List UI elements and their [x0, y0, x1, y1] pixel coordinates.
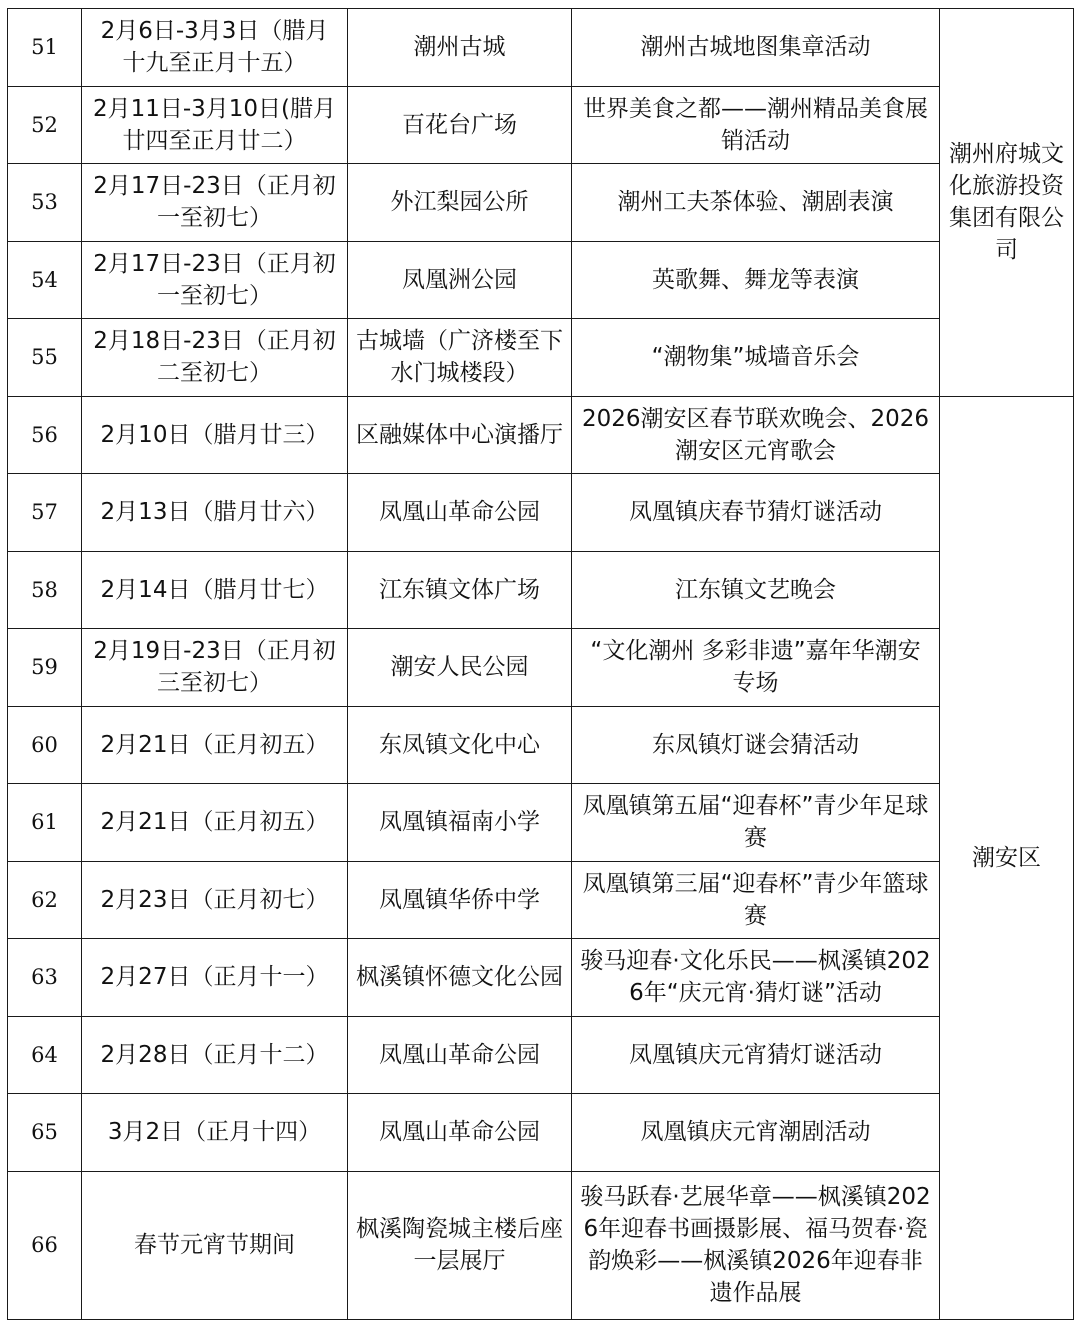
table-row [8, 1094, 1074, 1172]
activity-cell: 凤凰镇庆元宵潮剧活动 [572, 1094, 940, 1172]
row-number: 52 [8, 86, 82, 164]
venue-cell: 凤凰山革命公园 [348, 1016, 572, 1094]
venue-cell: 凤凰洲公园 [348, 241, 572, 319]
table-row [8, 474, 1074, 552]
row-number: 53 [8, 164, 82, 242]
activity-cell: “文化潮州 多彩非遗”嘉年华潮安专场 [572, 629, 940, 707]
date-cell: 2月21日（正月初五） [82, 784, 348, 862]
organizer-cell: 潮安区 [940, 396, 1074, 1319]
date-cell: 春节元宵节期间 [82, 1171, 348, 1319]
venue-cell: 区融媒体中心演播厅 [348, 396, 572, 474]
date-cell: 2月27日（正月十一） [82, 939, 348, 1017]
table-row [8, 319, 1074, 397]
table-row [8, 241, 1074, 319]
row-number: 62 [8, 861, 82, 939]
activity-cell: “潮物集”城墙音乐会 [572, 319, 940, 397]
table-row [8, 164, 1074, 242]
table-row [8, 9, 1074, 87]
activity-cell: 世界美食之都——潮州精品美食展销活动 [572, 86, 940, 164]
table-row [8, 629, 1074, 707]
venue-cell: 凤凰山革命公园 [348, 474, 572, 552]
table-row [8, 396, 1074, 474]
row-number: 56 [8, 396, 82, 474]
date-cell: 2月18日-23日（正月初二至初七） [82, 319, 348, 397]
date-cell: 2月11日-3月10日(腊月廿四至正月廿二） [82, 86, 348, 164]
venue-cell: 枫溪镇怀德文化公园 [348, 939, 572, 1017]
row-number: 51 [8, 9, 82, 87]
venue-cell: 凤凰镇华侨中学 [348, 861, 572, 939]
activity-cell: 骏马迎春·文化乐民——枫溪镇2026年“庆元宵·猜灯谜”活动 [572, 939, 940, 1017]
row-number: 65 [8, 1094, 82, 1172]
row-number: 63 [8, 939, 82, 1017]
row-number: 57 [8, 474, 82, 552]
venue-cell: 枫溪陶瓷城主楼后座一层展厅 [348, 1171, 572, 1319]
activity-cell: 东凤镇灯谜会猜活动 [572, 706, 940, 784]
venue-cell: 东凤镇文化中心 [348, 706, 572, 784]
date-cell: 2月17日-23日（正月初一至初七） [82, 241, 348, 319]
date-cell: 2月23日（正月初七） [82, 861, 348, 939]
row-number: 66 [8, 1171, 82, 1319]
venue-cell: 江东镇文体广场 [348, 551, 572, 629]
row-number: 64 [8, 1016, 82, 1094]
row-number: 58 [8, 551, 82, 629]
activity-cell: 潮州工夫茶体验、潮剧表演 [572, 164, 940, 242]
venue-cell: 潮州古城 [348, 9, 572, 87]
activity-cell: 潮州古城地图集章活动 [572, 9, 940, 87]
date-cell: 2月14日（腊月廿七） [82, 551, 348, 629]
date-cell: 2月28日（正月十二） [82, 1016, 348, 1094]
row-number: 54 [8, 241, 82, 319]
activity-cell: 江东镇文艺晚会 [572, 551, 940, 629]
venue-cell: 潮安人民公园 [348, 629, 572, 707]
venue-cell: 凤凰镇福南小学 [348, 784, 572, 862]
activity-schedule-table [7, 8, 1074, 1320]
activity-cell: 2026潮安区春节联欢晚会、2026潮安区元宵歌会 [572, 396, 940, 474]
venue-cell: 外江梨园公所 [348, 164, 572, 242]
date-cell: 2月13日（腊月廿六） [82, 474, 348, 552]
date-cell: 2月21日（正月初五） [82, 706, 348, 784]
activity-cell: 凤凰镇第五届“迎春杯”青少年足球赛 [572, 784, 940, 862]
row-number: 55 [8, 319, 82, 397]
row-number: 60 [8, 706, 82, 784]
table-row [8, 1016, 1074, 1094]
date-cell: 2月17日-23日（正月初一至初七） [82, 164, 348, 242]
activity-cell: 骏马跃春·艺展华章——枫溪镇2026年迎春书画摄影展、福马贺春·瓷韵焕彩——枫溪镇2026年迎春非遗作品展 [572, 1171, 940, 1319]
table-row [8, 86, 1074, 164]
date-cell: 3月2日（正月十四） [82, 1094, 348, 1172]
activity-cell: 凤凰镇第三届“迎春杯”青少年篮球赛 [572, 861, 940, 939]
table-row [8, 939, 1074, 1017]
organizer-cell: 潮州府城文化旅游投资集团有限公司 [940, 9, 1074, 397]
venue-cell: 凤凰山革命公园 [348, 1094, 572, 1172]
venue-cell: 古城墙（广济楼至下水门城楼段） [348, 319, 572, 397]
row-number: 59 [8, 629, 82, 707]
table-row [8, 551, 1074, 629]
activity-cell: 凤凰镇庆元宵猜灯谜活动 [572, 1016, 940, 1094]
activity-cell: 英歌舞、舞龙等表演 [572, 241, 940, 319]
table-row [8, 706, 1074, 784]
date-cell: 2月6日-3月3日（腊月十九至正月十五） [82, 9, 348, 87]
date-cell: 2月19日-23日（正月初三至初七） [82, 629, 348, 707]
table-row [8, 1171, 1074, 1319]
table-row [8, 861, 1074, 939]
activity-cell: 凤凰镇庆春节猜灯谜活动 [572, 474, 940, 552]
date-cell: 2月10日（腊月廿三） [82, 396, 348, 474]
venue-cell: 百花台广场 [348, 86, 572, 164]
row-number: 61 [8, 784, 82, 862]
table-row [8, 784, 1074, 862]
